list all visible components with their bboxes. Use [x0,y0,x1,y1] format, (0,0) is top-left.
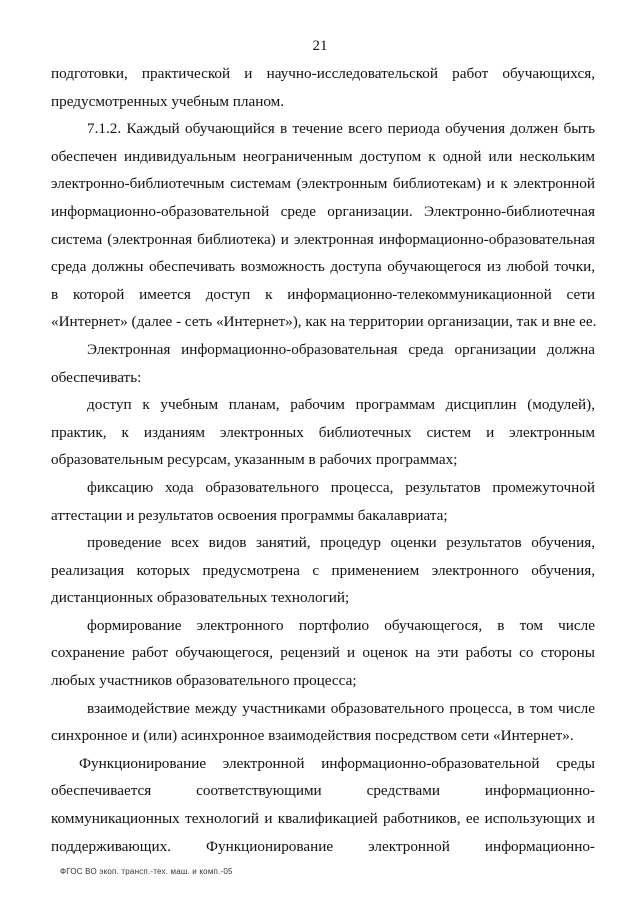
text-line: образовательным ресурсам, указанным в рабочих программах; [51,451,458,469]
text-line: аттестации и результатов освоения программы бакалавриата; [51,506,448,524]
text-line: обеспечивать: [51,368,142,386]
text-line: поддерживающих. Функционирование электронной информационно- [51,837,595,855]
page-footer: ФГОС ВО экоп. трансп.-тех. маш. и комп.-05 [60,867,233,876]
text-line: подготовки, практической и научно-исследовательской работ обучающихся, [51,65,595,82]
text-line: дистанционных образовательных технологий; [51,589,350,607]
text-line: любых участников образовательного процесса; [51,672,357,690]
text-line: коммуникационных технологий и квалификацией работников, ее использующих и [51,810,595,828]
text-line: обеспечен индивидуальным неограниченным доступом к одной или нескольким [51,147,595,165]
page-number: 21 [312,38,328,54]
text-line: информационно-образовательной среде организации. Электронно-библиотечная [51,202,595,220]
text-line: реализация которых предусмотрена с применением электронного обучения, [51,561,595,579]
document-body [51,60,595,860]
text-line: электронно-библиотечным системам (электронным библиотекам) и к электронной [51,175,595,193]
text-line: «Интернет» (далее - сеть «Интернет»), как на территории организации, так и вне ее. [51,313,597,331]
text-line: Электронная информационно-образовательная среда организации должна [87,340,595,358]
text-line: обеспечивается соответствующими средствами информационно- [51,782,595,800]
text-line: практик, к изданиям электронных библиотечных систем и электронным [51,423,595,441]
text-line: предусмотренных учебным планом. [51,92,285,110]
text-line: в которой имеется доступ к информационно-телекоммуникационной сети [51,285,595,303]
text-line: доступ к учебным планам, рабочим программам дисциплин (модулей), [87,396,595,414]
text-line: Функционирование электронной информационно-образовательной среды [79,754,595,772]
text-line: взаимодействие между участниками образовательного процесса, в том числе [87,699,595,717]
text-line: 7.1.2. Каждый обучающийся в течение всего периода обучения должен быть [87,120,595,138]
text-line: сохранение работ обучающегося, рецензий и оценок на эти работы со стороны [51,644,595,662]
text-line: синхронное и (или) асинхронное взаимодействия посредством сети «Интернет». [51,727,574,745]
text-line: проведение всех видов занятий, процедур оценки результатов обучения, [87,534,595,552]
text-line: фиксацию хода образовательного процесса, результатов промежуточной [87,478,595,496]
text-line: среда должны обеспечивать возможность доступа обучающегося из любой точки, [51,258,595,276]
text-line: система (электронная библиотека) и электронная информационно-образовательная [51,230,595,248]
text-line: формирование электронного портфолио обучающегося, в том числе [87,616,595,634]
